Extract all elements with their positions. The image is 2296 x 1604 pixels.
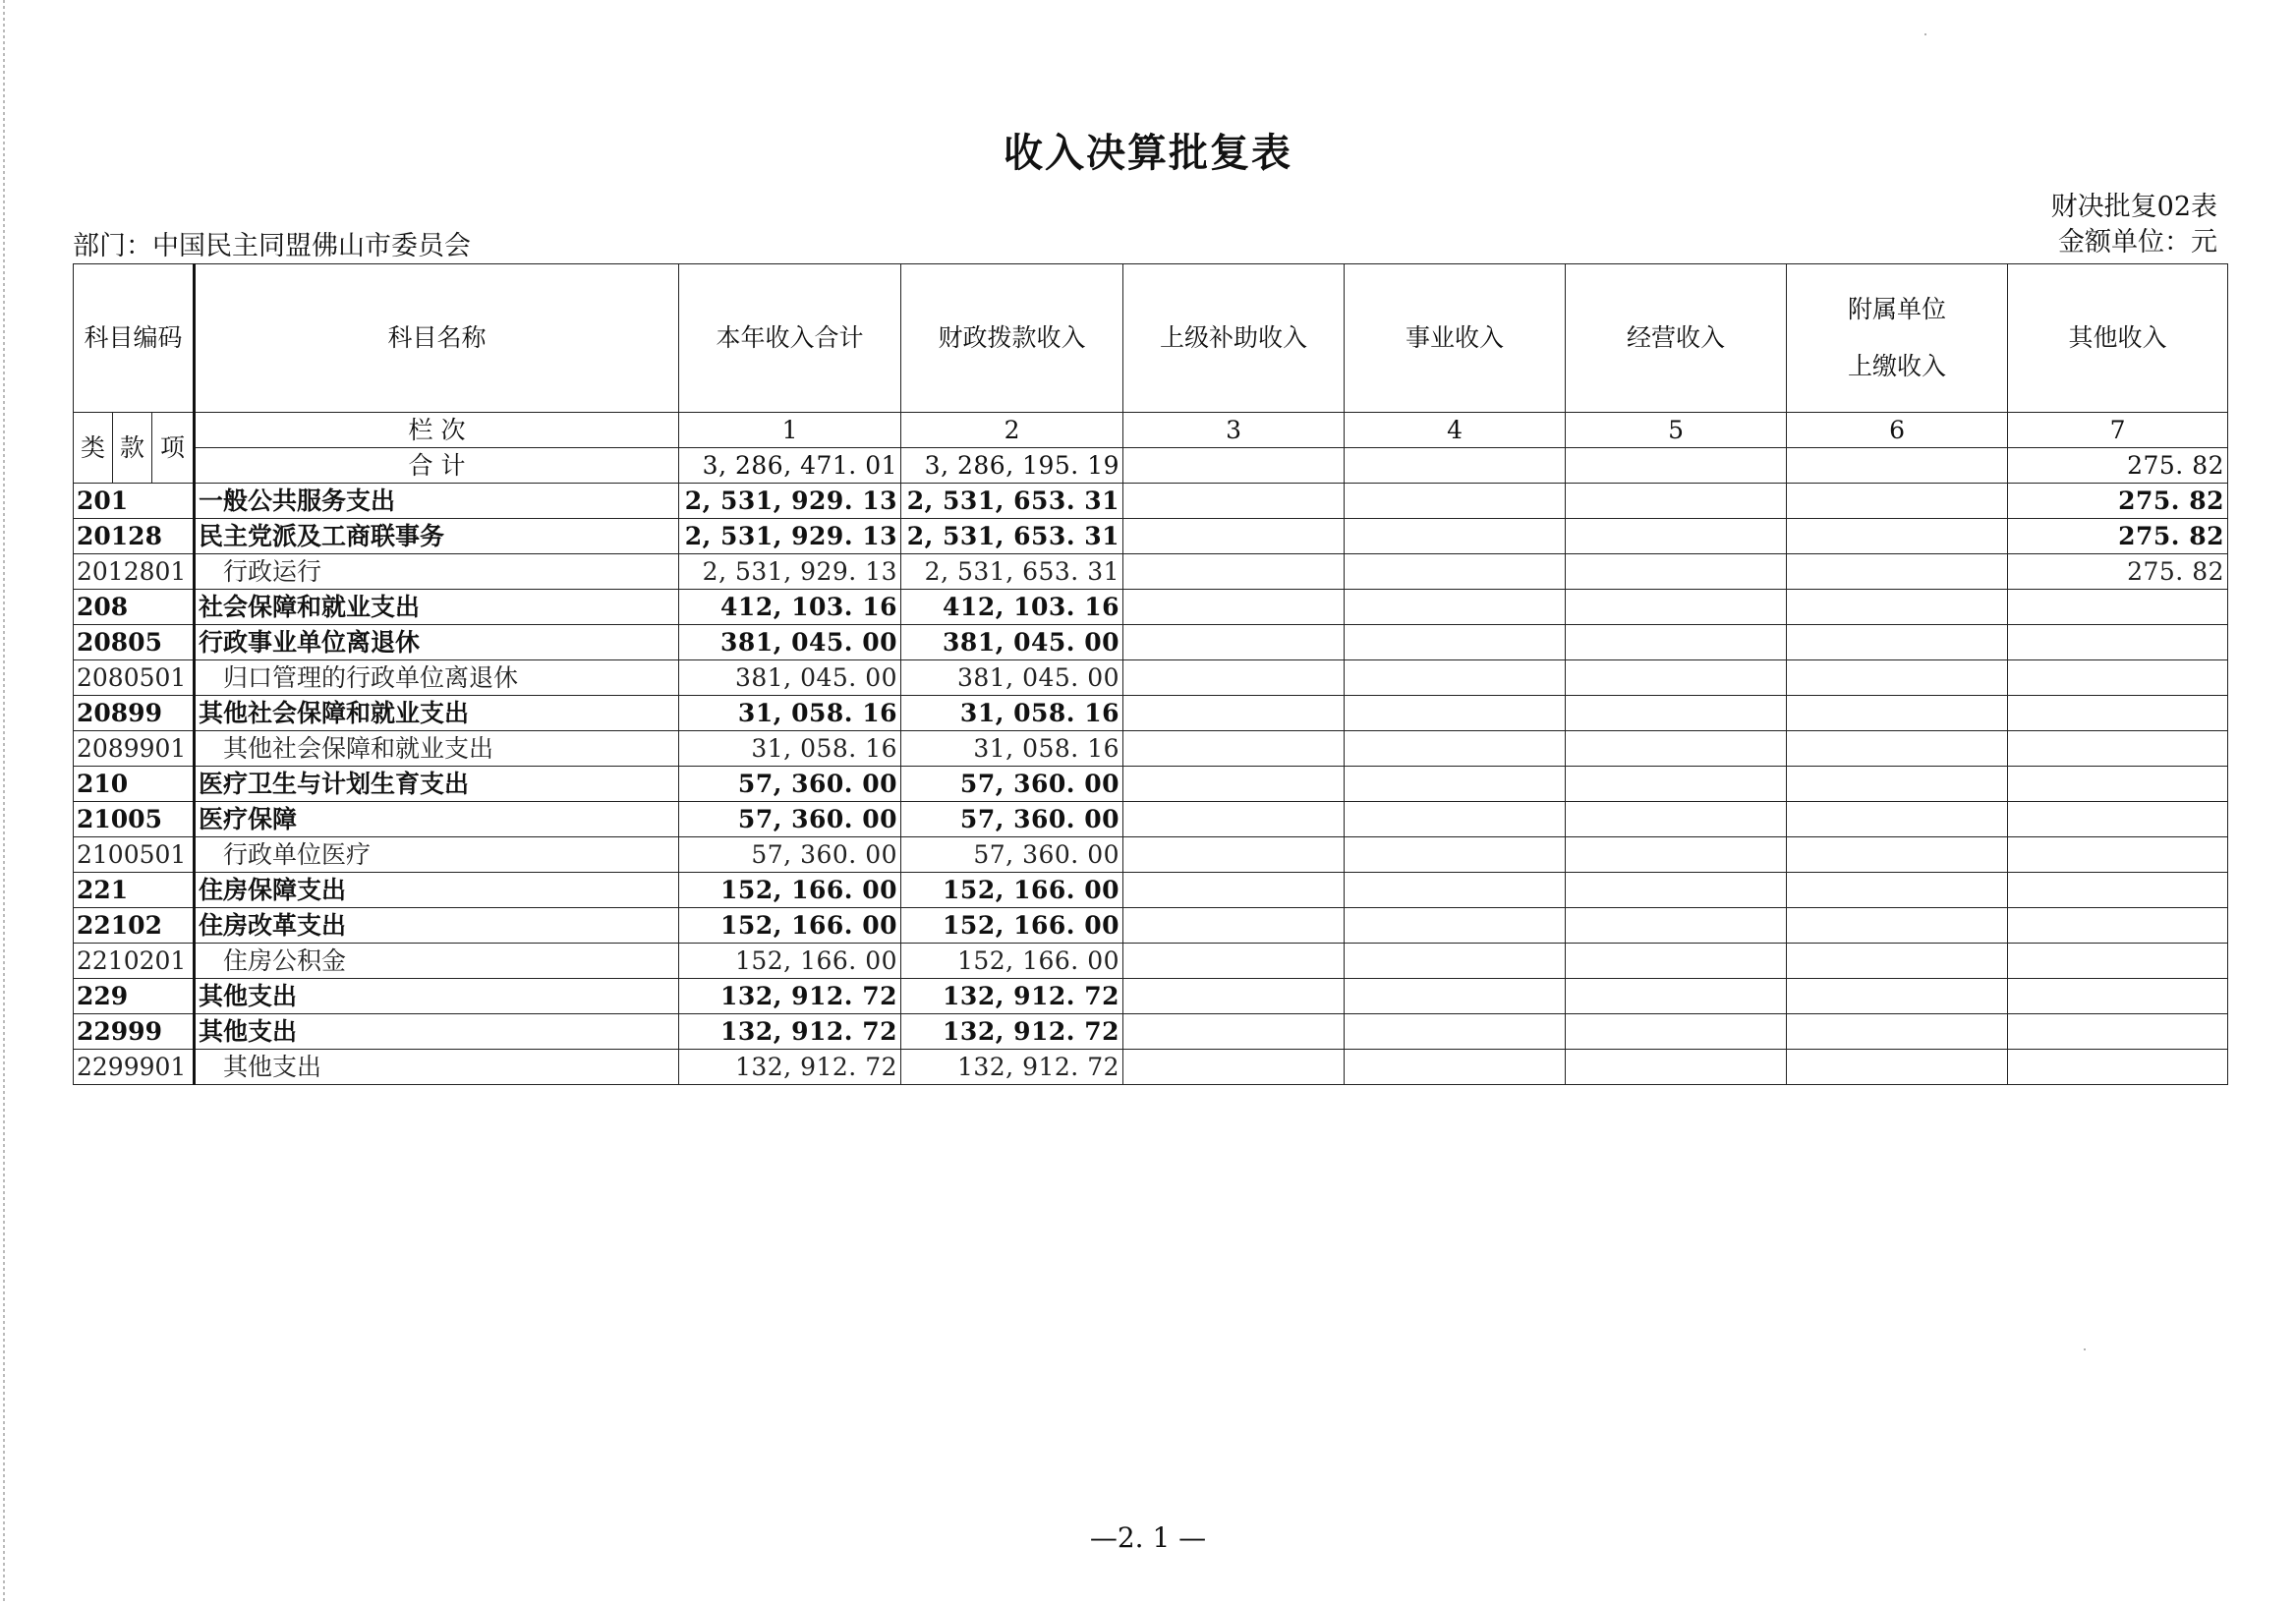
row-operating: [1566, 731, 1787, 767]
table-row: [74, 873, 2228, 908]
row-affiliated: [1787, 1050, 2008, 1085]
row-total: 381, 045. 00: [679, 660, 901, 696]
row-name: 其他社会保障和就业支出: [195, 731, 679, 767]
department-label: 部门：: [73, 231, 152, 261]
row-name: 行政单位医疗: [195, 837, 679, 873]
header-code: 科目编码: [74, 264, 195, 413]
row-business: [1345, 625, 1566, 660]
header-other: 其他收入: [2008, 264, 2228, 413]
row-fiscal: 132, 912. 72: [901, 1014, 1123, 1050]
row-business: [1345, 696, 1566, 731]
table-row: [74, 484, 2228, 519]
totals-business: [1345, 448, 1566, 484]
row-operating: [1566, 873, 1787, 908]
row-other: [2008, 696, 2228, 731]
row-affiliated: [1787, 554, 2008, 590]
row-superior: [1123, 802, 1345, 837]
row-superior: [1123, 484, 1345, 519]
row-business: [1345, 1014, 1566, 1050]
row-business: [1345, 979, 1566, 1014]
totals-superior: [1123, 448, 1345, 484]
row-fiscal: 31, 058. 16: [901, 696, 1123, 731]
row-other: [2008, 767, 2228, 802]
row-other: [2008, 873, 2228, 908]
row-total: 132, 912. 72: [679, 979, 901, 1014]
row-fiscal: 2, 531, 653. 31: [901, 554, 1123, 590]
amount-unit: 金额单位：元: [2058, 227, 2217, 258]
row-total: 2, 531, 929. 13: [679, 554, 901, 590]
col-number-4: 4: [1345, 413, 1566, 448]
row-business: [1345, 802, 1566, 837]
row-operating: [1566, 979, 1787, 1014]
header-fiscal: 财政拨款收入: [901, 264, 1123, 413]
row-affiliated: [1787, 767, 2008, 802]
row-other: 275. 82: [2008, 554, 2228, 590]
header-kuan: 款: [113, 413, 152, 484]
row-affiliated: [1787, 979, 2008, 1014]
row-name: 行政事业单位离退休: [195, 625, 679, 660]
row-superior: [1123, 625, 1345, 660]
row-superior: [1123, 944, 1345, 979]
table-row: [74, 731, 2228, 767]
header-total: 本年收入合计: [679, 264, 901, 413]
table-row: [74, 802, 2228, 837]
row-superior: [1123, 554, 1345, 590]
totals-label: 合 计: [195, 448, 679, 484]
table-row: [74, 660, 2228, 696]
row-superior: [1123, 660, 1345, 696]
row-superior: [1123, 979, 1345, 1014]
col-number-2: 2: [901, 413, 1123, 448]
department-name: 中国民主同盟佛山市委员会: [152, 231, 471, 261]
row-fiscal: 2, 531, 653. 31: [901, 519, 1123, 554]
col-number-3: 3: [1123, 413, 1345, 448]
row-business: [1345, 837, 1566, 873]
row-operating: [1566, 1050, 1787, 1085]
row-total: 381, 045. 00: [679, 625, 901, 660]
row-business: [1345, 484, 1566, 519]
row-other: [2008, 837, 2228, 873]
row-operating: [1566, 484, 1787, 519]
table-row: [74, 767, 2228, 802]
row-total: 132, 912. 72: [679, 1050, 901, 1085]
row-business: [1345, 908, 1566, 944]
row-affiliated: [1787, 944, 2008, 979]
row-name: 行政运行: [195, 554, 679, 590]
row-total: 31, 058. 16: [679, 696, 901, 731]
header-lei: 类: [74, 413, 113, 484]
row-fiscal: 412, 103. 16: [901, 590, 1123, 625]
row-superior: [1123, 767, 1345, 802]
row-operating: [1566, 660, 1787, 696]
row-total: 31, 058. 16: [679, 731, 901, 767]
row-operating: [1566, 519, 1787, 554]
table-row: [74, 696, 2228, 731]
header-name: 科目名称: [195, 264, 679, 413]
row-operating: [1566, 625, 1787, 660]
row-total: 57, 360. 00: [679, 767, 901, 802]
row-code: 221: [74, 873, 195, 908]
header-affiliated-line2: 上缴收入: [1848, 352, 1947, 380]
row-fiscal: 31, 058. 16: [901, 731, 1123, 767]
row-code: 20899: [74, 696, 195, 731]
row-fiscal: 132, 912. 72: [901, 1050, 1123, 1085]
row-name: 住房保障支出: [195, 873, 679, 908]
table-row: [74, 1014, 2228, 1050]
row-superior: [1123, 837, 1345, 873]
table-row: [74, 554, 2228, 590]
row-code: 20128: [74, 519, 195, 554]
row-name: 其他支出: [195, 1014, 679, 1050]
row-total: 57, 360. 00: [679, 802, 901, 837]
row-affiliated: [1787, 484, 2008, 519]
row-fiscal: 57, 360. 00: [901, 767, 1123, 802]
table-row: [74, 590, 2228, 625]
row-name: 住房改革支出: [195, 908, 679, 944]
row-business: [1345, 590, 1566, 625]
table-header-row: [74, 264, 2228, 413]
table-row: [74, 908, 2228, 944]
scan-speck: [2084, 1348, 2086, 1350]
totals-operating: [1566, 448, 1787, 484]
row-affiliated: [1787, 519, 2008, 554]
row-name: 其他社会保障和就业支出: [195, 696, 679, 731]
row-name: 住房公积金: [195, 944, 679, 979]
row-superior: [1123, 519, 1345, 554]
row-other: [2008, 660, 2228, 696]
row-affiliated: [1787, 660, 2008, 696]
header-operating: 经营收入: [1566, 264, 1787, 413]
page-title: 收入决算批复表: [1004, 130, 1292, 176]
income-approval-table: [73, 263, 2228, 1085]
row-fiscal: 57, 360. 00: [901, 802, 1123, 837]
row-total: 152, 166. 00: [679, 908, 901, 944]
row-affiliated: [1787, 590, 2008, 625]
row-affiliated: [1787, 837, 2008, 873]
row-total: 57, 360. 00: [679, 837, 901, 873]
row-code: 2100501: [74, 837, 195, 873]
row-affiliated: [1787, 1014, 2008, 1050]
row-total: 132, 912. 72: [679, 1014, 901, 1050]
row-business: [1345, 554, 1566, 590]
row-name: 其他支出: [195, 979, 679, 1014]
row-operating: [1566, 802, 1787, 837]
row-name: 其他支出: [195, 1050, 679, 1085]
totals-affiliated: [1787, 448, 2008, 484]
row-code: 22999: [74, 1014, 195, 1050]
row-operating: [1566, 908, 1787, 944]
row-name: 医疗保障: [195, 802, 679, 837]
row-superior: [1123, 908, 1345, 944]
row-other: [2008, 979, 2228, 1014]
row-affiliated: [1787, 908, 2008, 944]
column-number-row: [74, 413, 2228, 448]
form-number: 财决批复02表: [2050, 192, 2217, 222]
row-affiliated: [1787, 696, 2008, 731]
row-code: 201: [74, 484, 195, 519]
col-number-5: 5: [1566, 413, 1787, 448]
row-code: 20805: [74, 625, 195, 660]
row-name: 社会保障和就业支出: [195, 590, 679, 625]
row-business: [1345, 1050, 1566, 1085]
row-total: 152, 166. 00: [679, 873, 901, 908]
row-other: 275. 82: [2008, 484, 2228, 519]
row-other: [2008, 802, 2228, 837]
row-name: 医疗卫生与计划生育支出: [195, 767, 679, 802]
col-number-6: 6: [1787, 413, 2008, 448]
row-operating: [1566, 1014, 1787, 1050]
row-other: [2008, 908, 2228, 944]
row-code: 229: [74, 979, 195, 1014]
row-code: 2089901: [74, 731, 195, 767]
table-row: [74, 625, 2228, 660]
page-number: —2. 1 —: [1089, 1521, 1207, 1554]
row-business: [1345, 767, 1566, 802]
totals-row: [74, 448, 2228, 484]
row-operating: [1566, 590, 1787, 625]
table-row: [74, 944, 2228, 979]
table-row: [74, 519, 2228, 554]
row-affiliated: [1787, 802, 2008, 837]
row-affiliated: [1787, 873, 2008, 908]
row-superior: [1123, 1050, 1345, 1085]
row-total: 2, 531, 929. 13: [679, 484, 901, 519]
row-superior: [1123, 590, 1345, 625]
row-affiliated: [1787, 625, 2008, 660]
row-name: 归口管理的行政单位离退休: [195, 660, 679, 696]
row-business: [1345, 519, 1566, 554]
totals-total: 3, 286, 471. 01: [679, 448, 901, 484]
row-fiscal: 132, 912. 72: [901, 979, 1123, 1014]
column-label-text: 栏 次: [408, 416, 466, 444]
row-affiliated: [1787, 731, 2008, 767]
table-row: [74, 837, 2228, 873]
row-business: [1345, 873, 1566, 908]
row-business: [1345, 660, 1566, 696]
totals-other: 275. 82: [2008, 448, 2228, 484]
row-code: 208: [74, 590, 195, 625]
row-code: 21005: [74, 802, 195, 837]
row-fiscal: 381, 045. 00: [901, 625, 1123, 660]
table-row: [74, 1050, 2228, 1085]
row-code: 2210201: [74, 944, 195, 979]
header-xiang: 项: [152, 413, 195, 484]
row-other: 275. 82: [2008, 519, 2228, 554]
row-operating: [1566, 944, 1787, 979]
row-superior: [1123, 1014, 1345, 1050]
row-other: [2008, 1014, 2228, 1050]
row-code: 22102: [74, 908, 195, 944]
row-total: 152, 166. 00: [679, 944, 901, 979]
row-operating: [1566, 554, 1787, 590]
row-fiscal: 152, 166. 00: [901, 873, 1123, 908]
row-other: [2008, 731, 2228, 767]
table-row: [74, 979, 2228, 1014]
row-operating: [1566, 767, 1787, 802]
row-fiscal: 57, 360. 00: [901, 837, 1123, 873]
row-code: 2080501: [74, 660, 195, 696]
row-business: [1345, 944, 1566, 979]
row-superior: [1123, 873, 1345, 908]
scan-edge-artifact: [3, 0, 5, 1604]
row-name: 民主党派及工商联事务: [195, 519, 679, 554]
row-other: [2008, 944, 2228, 979]
scan-speck: [1924, 33, 1926, 35]
row-total: 412, 103. 16: [679, 590, 901, 625]
row-name: 一般公共服务支出: [195, 484, 679, 519]
column-label: [195, 413, 679, 448]
row-fiscal: 152, 166. 00: [901, 908, 1123, 944]
row-fiscal: 2, 531, 653. 31: [901, 484, 1123, 519]
row-operating: [1566, 837, 1787, 873]
header-business: 事业收入: [1345, 264, 1566, 413]
row-other: [2008, 590, 2228, 625]
row-superior: [1123, 696, 1345, 731]
col-number-1: 1: [679, 413, 901, 448]
row-total: 2, 531, 929. 13: [679, 519, 901, 554]
row-code: 210: [74, 767, 195, 802]
row-code: 2299901: [74, 1050, 195, 1085]
header-superior: 上级补助收入: [1123, 264, 1345, 413]
row-other: [2008, 1050, 2228, 1085]
row-operating: [1566, 696, 1787, 731]
col-number-7: 7: [2008, 413, 2228, 448]
department-line: [73, 224, 471, 262]
row-other: [2008, 625, 2228, 660]
header-affiliated-line1: 附属单位: [1848, 295, 1947, 323]
row-code: 2012801: [74, 554, 195, 590]
totals-fiscal: 3, 286, 195. 19: [901, 448, 1123, 484]
row-fiscal: 152, 166. 00: [901, 944, 1123, 979]
row-fiscal: 381, 045. 00: [901, 660, 1123, 696]
row-business: [1345, 731, 1566, 767]
header-affiliated: [1787, 264, 2008, 413]
row-superior: [1123, 731, 1345, 767]
